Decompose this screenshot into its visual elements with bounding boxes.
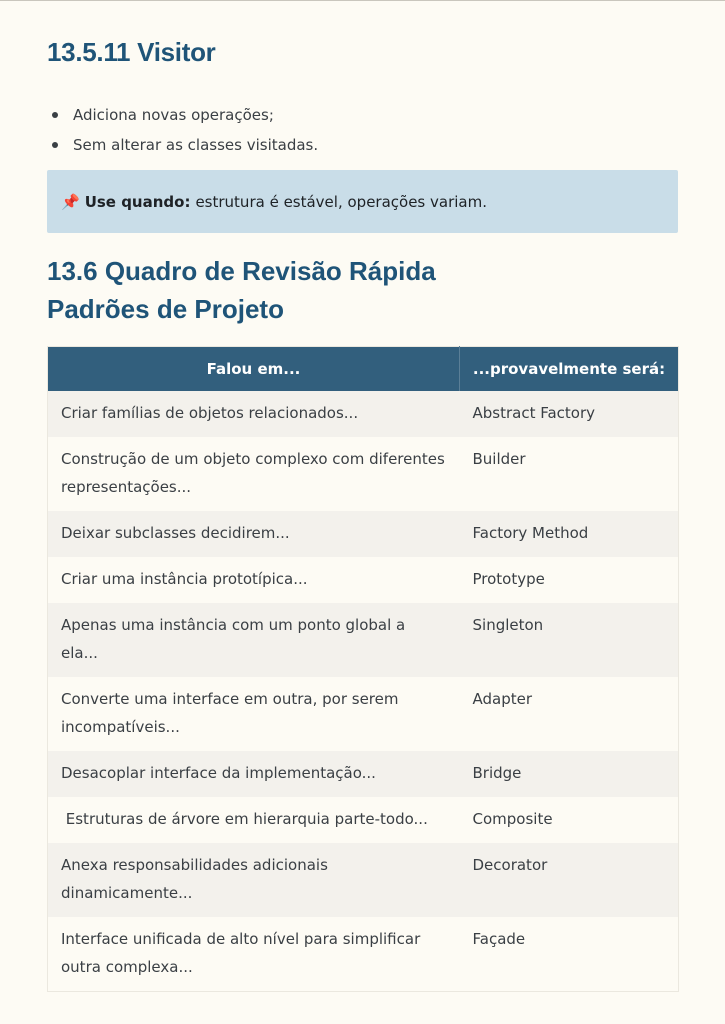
table-header-row [48,347,679,391]
cue-cell: Criar uma instância prototípica... [61,569,308,588]
cue-cell: Interface unificada de alto nível para simplificar outra complexa... [61,929,421,976]
cue-cell: Apenas uma instância com um ponto global a ela... [61,615,406,662]
column-header-pattern: ...provavelmente será: [460,347,679,391]
table-row [48,603,679,677]
cue-cell: Deixar subclasses decidirem... [61,523,290,542]
pattern-cell: Factory Method [472,523,589,542]
pattern-cell: Composite [472,809,553,828]
cue-cell: Criar famílias de objetos relacionados... [61,403,359,422]
cue-cell: Estruturas de árvore em hierarquia parte-todo... [61,809,428,828]
table-row [48,917,679,992]
pattern-cell: Singleton [472,615,544,634]
use-when-callout [47,170,678,233]
pattern-cell: Abstract Factory [472,403,596,422]
table-row [48,751,679,797]
pattern-cell: Bridge [472,763,522,782]
pushpin-icon: 📌 [61,192,80,211]
table-row [48,391,679,437]
cue-cell: Anexa responsabilidades adicionais dinamicamente... [61,855,328,902]
callout-label: Use quando: [84,192,191,211]
table-row [48,437,679,511]
pattern-cell: Builder [472,449,526,468]
callout-text: estrutura é estável, operações variam. [195,192,487,211]
bullet-icon [52,142,58,148]
pattern-cell: Decorator [472,855,548,874]
bullet-item: Adiciona novas operações; [47,100,318,130]
pattern-cell: Façade [472,929,526,948]
table-row [48,557,679,603]
column-header-cue: Falou em... [48,347,460,391]
bullet-icon [52,112,58,118]
table-row [48,843,679,917]
patterns-review-table [47,346,679,992]
pattern-cell: Adapter [472,689,533,708]
pattern-cell: Prototype [472,569,545,588]
table-row [48,511,679,557]
section-title-review: 13.6 Quadro de Revisão Rápida Padrões de Projeto [47,256,436,324]
cue-cell: Construção de um objeto complexo com diferentes representações... [61,449,445,496]
table-row [48,677,679,751]
visitor-bullet-list [47,100,318,160]
section-title-visitor: 13.5.11 Visitor [47,37,216,67]
cue-cell: Converte uma interface em outra, por serem incompatíveis... [61,689,399,736]
table-row [48,797,679,843]
bullet-item: Sem alterar as classes visitadas. [47,130,318,160]
cue-cell: Desacoplar interface da implementação... [61,763,376,782]
